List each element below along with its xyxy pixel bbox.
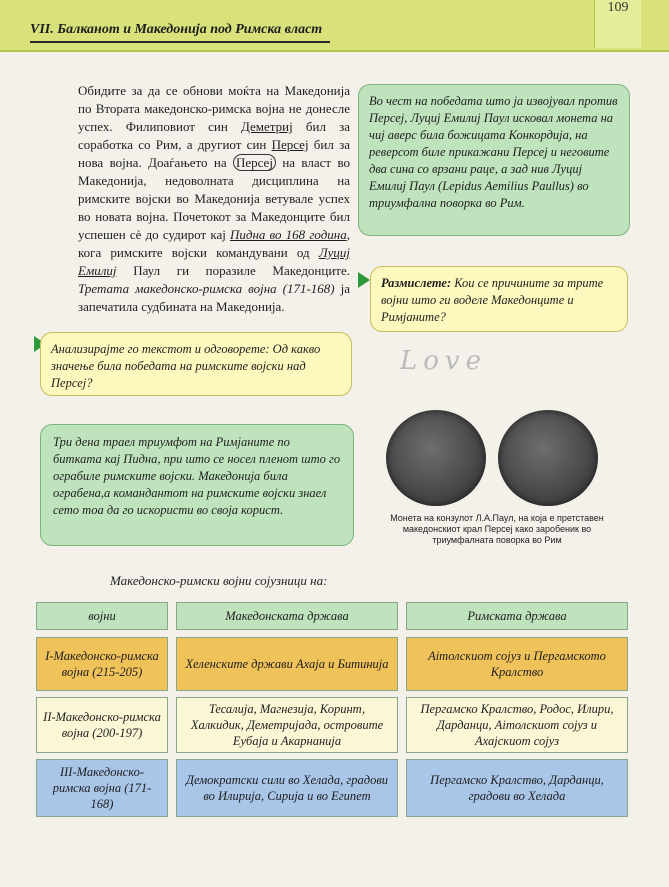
term-lucij: Луциј Емилиј xyxy=(78,245,351,278)
text-segment: Паул ги поразиле Македонците. xyxy=(133,263,351,278)
text-segment: , кога римските војски командувани од xyxy=(78,227,351,260)
text-segment: Обидите за да се обнови моќта на Македонија по Втората македонско-римска војна не донесле успех. Филиповиот син xyxy=(78,83,350,134)
handwritten-scribble: Love xyxy=(400,346,487,376)
term-demetrij: Деметриј xyxy=(241,119,293,134)
chapter-underline xyxy=(30,41,330,43)
text-segment: бил за соработка со Рим, а другиот син xyxy=(78,119,351,152)
table-cell-rome-allies: Пергамско Кралство, Родос, Илири, Дарданци, Аітолскиот сојуз и Ахајскиот сојуз xyxy=(406,697,628,753)
table-header-macedonia: Македонската држава xyxy=(176,602,398,630)
table-header-wars: војни xyxy=(36,602,168,630)
table-cell-rome-allies: Пергамско Кралство, Дарданци, градови во Хелада xyxy=(406,759,628,817)
coin-info-box xyxy=(358,84,630,236)
triumph-text: Три дена траел триумфот на Римјаните по битката кај Пидна, при што се носел пленот што го ограбиле римските војски. Македонија била ограбена,а командантот на римските војски знаел сето тоа да го искористи во своја корист. xyxy=(53,435,341,517)
table-cell-rome-allies: Аітолскиот сојуз и Пергамското Кралство xyxy=(406,637,628,691)
text-segment: ја запечатила судбината на Македонија. xyxy=(78,281,351,314)
reflect-text: Кои се причините за трите војни што ги воделе Македонците и Римјаните? xyxy=(381,276,604,324)
table-header-rome: Римската држава xyxy=(406,602,628,630)
table-cell-war: II-Македонско-римска војна (200-197) xyxy=(36,697,168,753)
text-segment: бил за нова војна. Доаѓањето на xyxy=(78,137,350,170)
reflect-box xyxy=(370,266,628,332)
term-persej: Персеј xyxy=(271,137,309,152)
table-cell-war: III-Македонско-римска војна (171-168) xyxy=(36,759,168,817)
page-number: 109 xyxy=(594,0,641,48)
coin-info-text: Во чест на победата што ја извојувал против Персеј, Луциј Емилиј Паул исковал монета на чиј аверс била божицата Конкордија, на реверсот биле прикажани Персеј и неговите два сина со врзани раце, а зад нив Луциј Емилиј Паул (Lepidus Aemilius Paullus) во триумфална поворка во Рим. xyxy=(369,94,618,210)
term-third-war: Третата македонско-римска војна (171-168) xyxy=(78,281,335,296)
table-cell-war: I-Македонско-римска војна (215-205) xyxy=(36,637,168,691)
table-cell-macedonia-allies: Хеленските држави Ахаја и Битинија xyxy=(176,637,398,691)
analyze-box xyxy=(40,332,352,396)
term-persej-circled: Персеј xyxy=(233,154,276,171)
main-paragraph xyxy=(78,82,350,316)
reflect-label: Размислете: xyxy=(381,276,452,290)
coin-caption: Монета на конзулот Л.А.Паул, на која е претставен македонскиот крал Персеј како заробеник во триумфалната поворка во Рим xyxy=(390,513,604,545)
page-header xyxy=(0,0,669,52)
table-cell-macedonia-allies: Тесалија, Магнезија, Коринт, Халкидик, Деметријада, островите Еубаја и Акарнанија xyxy=(176,697,398,753)
analyze-text: Анализирајте го текстот и одговорете: Од какво значење била победата на римските војски над Персеј? xyxy=(51,342,321,390)
table-title: Македонско-римски војни сојузници на: xyxy=(110,573,328,588)
coin-reverse-image xyxy=(498,410,598,506)
table-cell-macedonia-allies: Демократски сили во Хелада, градови во Илирија, Сирија и во Египет xyxy=(176,759,398,817)
arrow-icon xyxy=(358,272,370,288)
term-pidna: Пидна во 168 година xyxy=(230,227,347,242)
coin-obverse-image xyxy=(386,410,486,506)
chapter-title: VII. Балканот и Македонија под Римска власт xyxy=(30,22,323,37)
text-segment: на власт во Македонија, недоволната дисциплина на римските војски во Македонија ветувале успех во новата војна. Почетокот за Македонците бил успешен сè до судирот кај xyxy=(78,155,351,242)
triumph-box xyxy=(40,424,354,546)
